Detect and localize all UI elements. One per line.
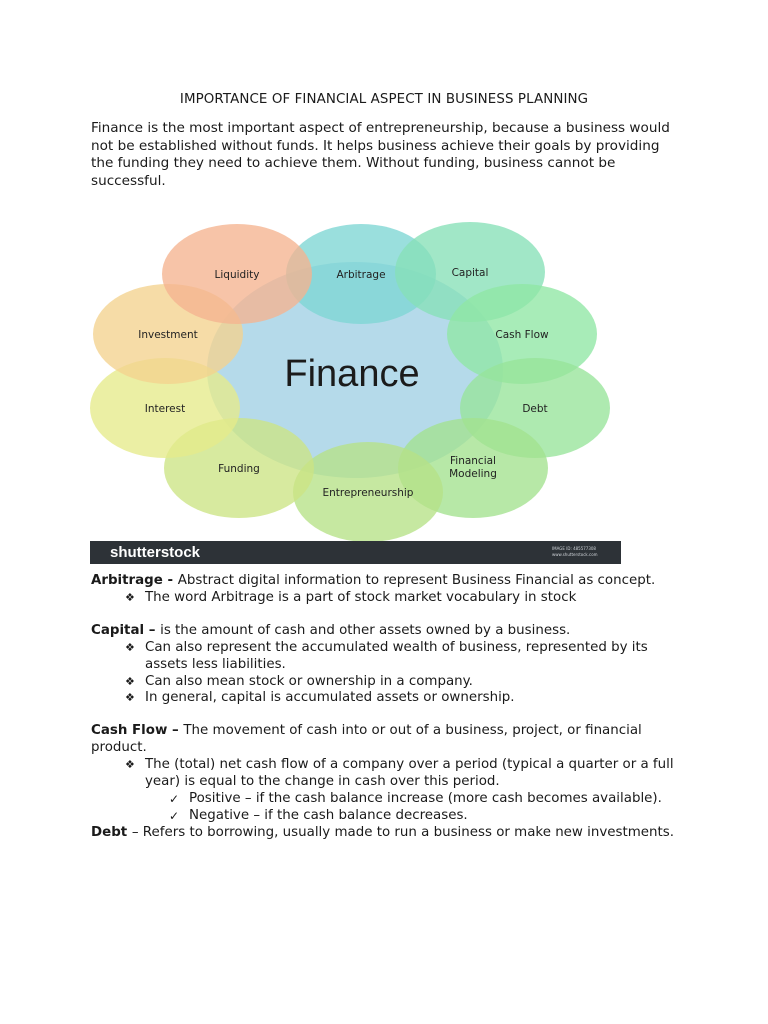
center-label: Finance <box>284 353 420 395</box>
list-item: ✓ Positive – if the cash balance increase (more cash becomes available). <box>169 790 662 806</box>
definitions <box>91 573 691 842</box>
circle-label: Interest <box>144 403 186 415</box>
definition-capital: is the amount of cash and other assets owned by a business. <box>160 622 571 638</box>
document-title: IMPORTANCE OF FINANCIAL ASPECT IN BUSINESS PLANNING <box>179 92 589 107</box>
circle-label-line-2: Modeling <box>449 468 497 480</box>
diamond-bullet-icon: ❖ <box>125 691 135 705</box>
section-arbitrage <box>91 573 691 607</box>
circle-label: Arbitrage <box>336 269 386 281</box>
finance-diagram <box>90 208 621 564</box>
checkmark-icon: ✓ <box>169 808 180 823</box>
section-debt <box>91 825 691 842</box>
circle-label: Funding <box>218 463 260 475</box>
section-cash-flow <box>91 723 691 824</box>
term-capital: Capital – <box>91 622 161 638</box>
term-arbitrage: Arbitrage - <box>91 573 178 588</box>
list-item: ❖ Can also represent the accumulated wealth of business, represented by its assets less liabilities. <box>125 639 648 672</box>
image-id-text: IMAGE ID: 485577308 <box>552 546 596 551</box>
diagram-circle-liquidity <box>162 224 312 324</box>
term-debt: Debt <box>91 824 132 840</box>
circle-label: Capital <box>451 267 489 279</box>
definition-debt: – Refers to borrowing, usually made to run a business or make new investments. <box>131 824 674 840</box>
list-item: ❖ In general, capital is accumulated assets or ownership. <box>125 690 515 706</box>
circle-label: Cash Flow <box>495 329 549 341</box>
diamond-bullet-icon: ❖ <box>125 674 135 688</box>
cash-flow-bullets <box>91 757 691 825</box>
diamond-bullet-icon: ❖ <box>125 590 135 604</box>
list-item: ✓ Negative – if the cash balance decreases. <box>169 807 468 823</box>
circle-label: Investment <box>138 329 198 341</box>
shutterstock-logo: shutterstock <box>110 544 201 561</box>
term-cash-flow: Cash Flow – <box>91 723 184 739</box>
checkmark-icon: ✓ <box>169 791 180 806</box>
circle-label: Financial <box>450 455 496 467</box>
image-site-text: www.shutterstock.com <box>552 552 598 557</box>
list-item: ❖ The word Arbitrage is a part of stock market vocabulary in stock <box>125 589 577 605</box>
intro-paragraph: Finance is the most important aspect of entrepreneurship, because a business would not be established without funds. It helps business achieve their goals by providing the funding they need to achieve them. Without funding, business cannot be successful. <box>91 120 670 189</box>
circle-label: Entrepreneurship <box>322 487 414 499</box>
definition-cash-flow: The movement of cash into or out of a business, project, or financial product. <box>91 723 642 756</box>
diamond-bullet-icon: ❖ <box>125 640 135 654</box>
finance-diagram-svg <box>90 208 621 564</box>
diagram-circle-entrepreneurship <box>293 442 443 542</box>
cash-flow-checks <box>145 791 691 825</box>
list-item: ❖ The (total) net cash flow of a company over a period (typical a quarter or a full year) is equal to the change in cash over this period. ✓ Positive – if the cash balance increase (more cash becomes available). ✓ Negative – if the cash balance decreases. <box>145 757 691 825</box>
definition-arbitrage: Abstract digital information to represent Business Financial as concept. <box>177 573 656 588</box>
circle-label: Debt <box>522 403 548 415</box>
diamond-bullet-icon: ❖ <box>125 758 135 772</box>
section-capital <box>91 623 691 708</box>
arbitrage-bullets <box>91 590 691 607</box>
capital-bullets <box>91 640 691 708</box>
list-item: ❖ Can also mean stock or ownership in a company. <box>125 673 473 689</box>
circle-label: Liquidity <box>214 269 260 281</box>
